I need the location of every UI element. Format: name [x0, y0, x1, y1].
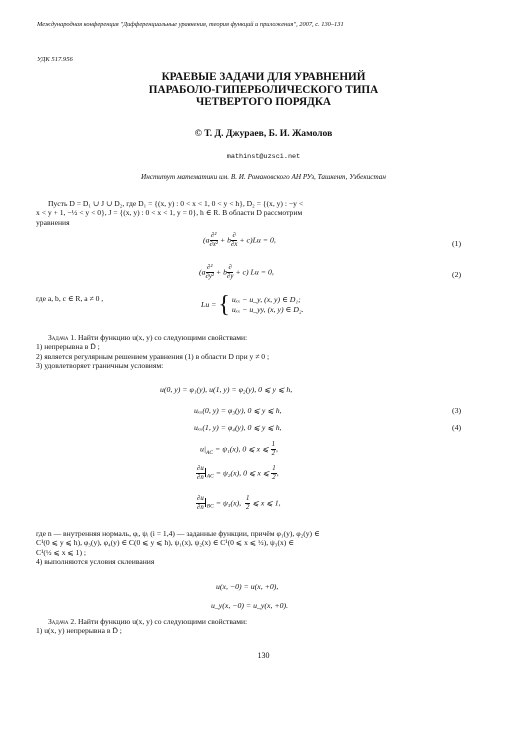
bc-line-3: uₓₓ(1, y) = φ₄(y), 0 ⩽ y ⩽ h,	[194, 423, 282, 432]
equation-1-number: (1)	[452, 239, 462, 248]
bc6-rhs: = ψ₃(x),	[215, 498, 242, 508]
eq2-den2: ∂y	[226, 273, 234, 280]
bc5-frac	[196, 465, 205, 482]
bc6-half-den: 2	[246, 504, 250, 511]
left-brace: {	[218, 292, 230, 318]
Lu-row-2: uₓₓ − u_yy, (x, y) ∈ D₂.	[231, 305, 304, 314]
bc5-dn: ∂n	[197, 474, 204, 481]
bc5-rhs: = ψ₂(x), 0 ⩽ x ⩽	[215, 468, 270, 478]
paper-title	[60, 71, 467, 109]
eq2-mid: + b	[215, 267, 227, 277]
page-number: 130	[257, 651, 270, 660]
bc6-half	[245, 495, 250, 512]
Lu-row-1: uₓₓ − u_y, (x, y) ∈ D₁;	[231, 295, 301, 304]
after-line-1: где n — внутренняя нормаль, φᵢ, ψᵢ (i = 1,4) — заданные функции, причём φ₁(y), φ₂(y) ∈	[36, 529, 320, 538]
bc5-du: ∂u	[197, 465, 204, 472]
equation-2	[199, 264, 274, 281]
bc4-rhs: = ψ₁(x), 0 ⩽ x ⩽	[215, 444, 269, 454]
title-line-1: КРАЕВЫЕ ЗАДАЧИ ДЛЯ УРАВНЕНИЙ	[161, 71, 366, 83]
eq1-lhs: (a	[203, 235, 210, 245]
bc4-u: u|	[200, 444, 207, 454]
bc4-half-den: 2	[271, 450, 275, 457]
after-line-3: C¹(½ ⩽ x ⩽ 1) ;	[36, 547, 87, 557]
bc-line-6	[196, 495, 281, 512]
task1-item-1: 1) непрерывна в D̄ ;	[36, 342, 100, 352]
bc-eq-3-number: (3)	[452, 406, 462, 415]
equation-2-number: (2)	[452, 270, 462, 279]
bc6-du: ∂u	[197, 495, 204, 502]
task1-item-4: 4) выполняются условия склеивания	[36, 557, 155, 567]
task2-text: Найти функцию u(x, y) со следующими свойствами:	[78, 617, 248, 626]
glue-line-1: u(x, −0) = u(x, +0),	[216, 582, 279, 591]
equation-1	[203, 232, 276, 249]
task1-head: Задача 1.	[48, 333, 77, 342]
bc5-half-den: 2	[272, 474, 276, 481]
intro-line-3: уравнения	[36, 217, 70, 227]
bc4-sub: AC	[206, 449, 214, 456]
task2-head: Задача 2.	[48, 617, 77, 626]
institution: Институт математики им. В. И. Романовского АН РУз, Ташкент, Узбекистан	[141, 173, 386, 181]
eq1-frac-1	[210, 232, 218, 249]
bc6-range: ⩽ x ⩽ 1,	[252, 498, 281, 508]
task1-item-3: 3) удовлетворяет граничным условиям:	[36, 361, 164, 371]
bc5-sub: AC	[206, 473, 214, 480]
author-email: mathinst@uzsci.net	[226, 153, 301, 161]
bc6-half-num: 1	[246, 495, 250, 502]
operator-Lu	[201, 292, 304, 318]
task2-item-1: 1) u(x, y) непрерывна в D̄ ;	[36, 626, 122, 636]
udk-code: УДК 517.956	[37, 56, 73, 63]
bc-line-1: u(0, y) = φ₁(y), u(1, y) = φ₂(y), 0 ⩽ y ⩽ h,	[160, 385, 293, 394]
eq1-mid: + b	[219, 235, 231, 245]
after-line-2: C¹(0 ⩽ y ⩽ h), φ₃(y), φ₄(y) ∈ C(0 ⩽ y ⩽ h), ψ₁(x), ψ₂(x) ∈ C¹(0 ⩽ x ⩽ ½), ψ₃(x) ∈	[36, 538, 294, 548]
eq1-rhs: + c)Lu = 0,	[239, 235, 276, 245]
intro-line-2: x < y + 1, −½ < y < 0}, J = {(x, y) : 0 < x < 1, y = 0}, h ∈ R. В области D рассмотрим	[36, 208, 303, 218]
intro-line-1: Пусть D = D₁ ∪ J ∪ D₂, где D₁ = {(x, y) : 0 < x < 1, 0 < y < h}, D₂ = {(x, y) : −y <	[48, 199, 304, 208]
bc4-half	[271, 441, 276, 458]
task1-block	[36, 333, 494, 371]
eq1-den1: ∂x²	[209, 241, 218, 248]
eq2-frac-2	[227, 264, 233, 281]
bc-line-5: $\frac{\partial u}{\partial n}$ $_{AC}$ = ψ₂(x), 0 ⩽ x ⩽ $\frac{1}{2}$ ,	[197, 465, 279, 481]
bc6-sub: BC	[206, 503, 214, 510]
eq1-num1: ∂²	[211, 232, 217, 239]
task1-line	[36, 333, 494, 342]
task1-text: Найти функцию u(x, y) со следующими свойствами:	[78, 333, 248, 342]
eq2-rhs: + c) Lu = 0,	[235, 267, 274, 277]
Lu-lhs: Lu =	[201, 299, 217, 309]
eq2-den1: ∂y²	[205, 273, 214, 280]
eq2-lhs: (a	[199, 267, 206, 277]
bc-line-4: $u|_{AC} = \psi_1(x)$, 0 ⩽ x ⩽ $\frac{1}{2}$ ,	[200, 441, 278, 457]
bc5-bar	[205, 468, 214, 480]
title-line-2: ПАРАБОЛО-ГИПЕРБОЛИЧЕСКОГО ТИПА	[148, 83, 379, 96]
bc5-half-num: 1	[272, 465, 276, 472]
bc5-half	[271, 465, 276, 482]
bc6-bar	[205, 498, 214, 510]
task2-line	[36, 617, 494, 626]
task1-item-2: 2) является регулярным решением уравнения (1) в области D при y ≠ 0 ;	[36, 351, 270, 361]
title-line-3: ЧЕТВЕРТОГО ПОРЯДКА	[195, 96, 332, 109]
eq1-num2: ∂	[232, 232, 236, 239]
eq2-num1: ∂²	[207, 264, 213, 271]
eq2-num2: ∂	[228, 264, 232, 271]
eq1-den2: ∂x	[230, 241, 238, 248]
running-header: Международная конференция "Дифференциальные уравнения, теория функций и приложения", 2007, с. 130–131	[37, 21, 344, 28]
glue-line-2: u_y(x, −0) = u_y(x, +0).	[211, 601, 289, 610]
Lu-system	[232, 295, 304, 315]
bc6-dn: ∂n	[197, 504, 204, 511]
eq1-frac-2	[231, 232, 237, 249]
after-paragraph	[36, 529, 494, 567]
task2-block	[36, 617, 494, 636]
intro-paragraph	[36, 199, 494, 227]
eq2-frac-1	[206, 264, 214, 281]
authors: © Т. Д. Джураев, Б. И. Жамолов	[194, 128, 333, 139]
bc-line-2: uₓₓ(0, y) = φ₃(y), 0 ⩽ y ⩽ h,	[194, 406, 282, 415]
bc-eq-4-number: (4)	[452, 423, 462, 432]
bc6-frac	[196, 495, 205, 512]
where-line: где a, b, c ∈ R, a ≠ 0 ,	[36, 294, 104, 303]
bc4-half-num: 1	[271, 441, 275, 448]
